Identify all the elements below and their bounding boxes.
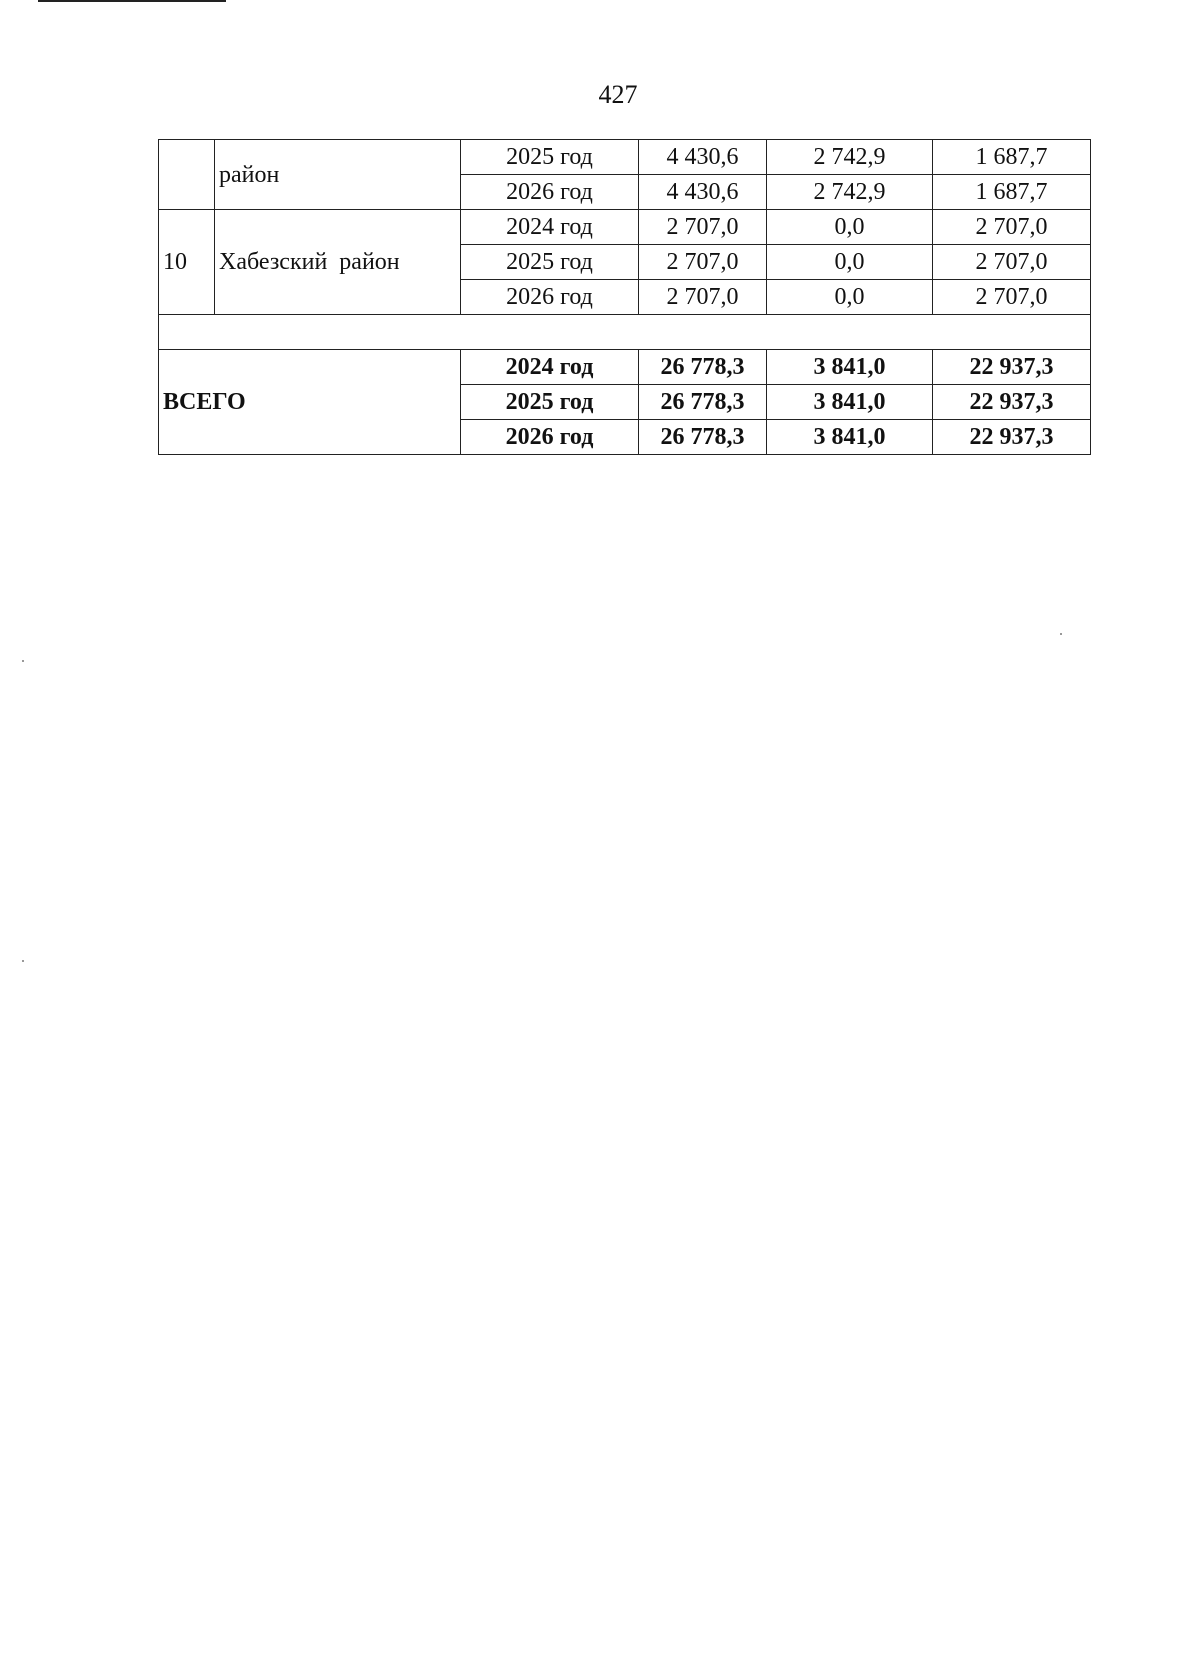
regional-value-cell: 1 687,7 (933, 175, 1091, 210)
total-value-cell: 2 707,0 (639, 245, 767, 280)
regional-value-cell: 2 707,0 (933, 210, 1091, 245)
federal-value-cell: 2 742,9 (767, 175, 933, 210)
table-row (159, 140, 1091, 175)
top-rule (38, 0, 226, 2)
district-name-cell: Хабезский район (215, 210, 461, 315)
federal-value-cell: 2 742,9 (767, 140, 933, 175)
year-cell: 2026 год (461, 420, 639, 455)
total-value-cell: 2 707,0 (639, 280, 767, 315)
table-row (159, 210, 1091, 245)
row-number-cell (159, 140, 215, 210)
scan-speck (22, 660, 24, 662)
year-cell: 2024 год (461, 350, 639, 385)
total-value-cell: 26 778,3 (639, 350, 767, 385)
year-cell: 2024 год (461, 210, 639, 245)
scan-speck (1060, 633, 1062, 635)
total-value-cell: 4 430,6 (639, 175, 767, 210)
regional-value-cell: 1 687,7 (933, 140, 1091, 175)
year-cell: 2026 год (461, 175, 639, 210)
total-value-cell: 4 430,6 (639, 140, 767, 175)
regional-value-cell: 22 937,3 (933, 350, 1091, 385)
row-number-cell: 10 (159, 210, 215, 315)
regional-value-cell: 22 937,3 (933, 420, 1091, 455)
regional-value-cell: 2 707,0 (933, 280, 1091, 315)
year-cell: 2025 год (461, 245, 639, 280)
federal-value-cell: 0,0 (767, 245, 933, 280)
page-number: 427 (598, 80, 638, 109)
regional-value-cell: 2 707,0 (933, 245, 1091, 280)
federal-value-cell: 3 841,0 (767, 385, 933, 420)
total-value-cell: 26 778,3 (639, 385, 767, 420)
federal-value-cell: 0,0 (767, 280, 933, 315)
federal-value-cell: 3 841,0 (767, 420, 933, 455)
district-name-cell: район (215, 140, 461, 210)
federal-value-cell: 0,0 (767, 210, 933, 245)
year-cell: 2025 год (461, 385, 639, 420)
spacer-row (159, 315, 1091, 350)
total-label-cell: ВСЕГО (159, 350, 461, 455)
federal-value-cell: 3 841,0 (767, 350, 933, 385)
budget-table (158, 139, 1091, 455)
total-value-cell: 2 707,0 (639, 210, 767, 245)
year-cell: 2026 год (461, 280, 639, 315)
scan-speck (22, 960, 24, 962)
year-cell: 2025 год (461, 140, 639, 175)
regional-value-cell: 22 937,3 (933, 385, 1091, 420)
spacer-cell (159, 315, 1091, 350)
total-row (159, 350, 1091, 385)
total-value-cell: 26 778,3 (639, 420, 767, 455)
